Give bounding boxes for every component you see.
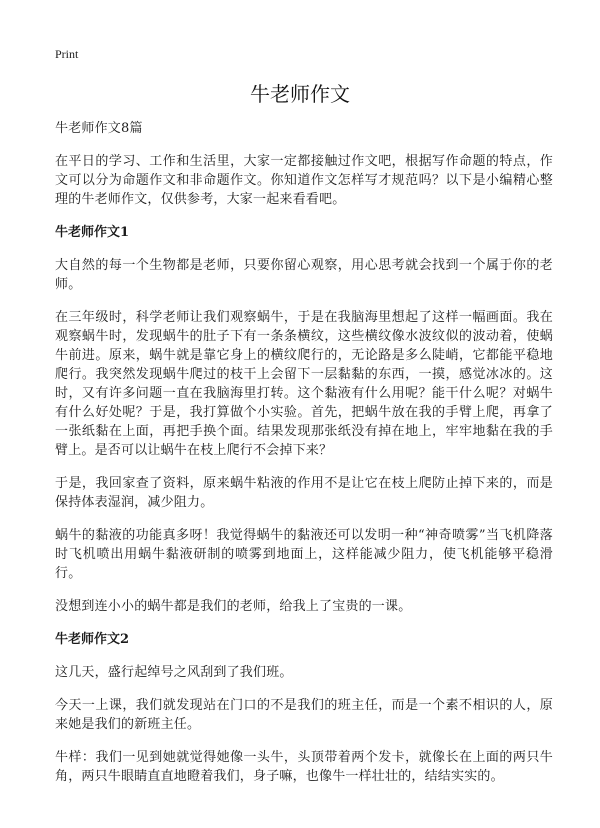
paragraph: 今天一上课，我们就发现站在门口的不是我们的班主任，而是一个素不相识的人，原来她是我们的新班主任。 xyxy=(55,698,553,732)
paragraph: 大自然的每一个生物都是老师，只要你留心观察，用心思考就会找到一个属于你的老师。 xyxy=(55,258,553,292)
paragraph: 没想到连小小的蜗牛都是我们的老师，给我上了宝贵的一课。 xyxy=(55,599,412,614)
print-link[interactable]: Print xyxy=(55,47,79,61)
paragraph: 蜗牛的黏液的功能真多呀！我觉得蜗牛的黏液还可以发明一种“神奇喷雾”当飞机降落时飞机喷出用蜗牛黏液研制的喷雾到地面上，这样能减少阻力，使飞机能够平稳滑行。 xyxy=(55,528,553,581)
section-heading-1: 牛老师作文1 xyxy=(55,225,130,240)
paragraph: 这几天，盛行起绰号之风刮到了我们班。 xyxy=(55,665,293,680)
paragraph: 在三年级时，科学老师让我们观察蜗牛，于是在我脑海里想起了这样一幅画面。我在观察蜗牛时，发现蜗牛的肚子下有一条条横纹，这些横纹像水波纹似的波动着，使蜗牛前进。原来，蜗牛就是靠它身上的横纹爬行的，无论路是多么陡峭，它都能平稳地爬行。我突然发现蜗牛爬过的枝干上会留下一层黏黏的东西，一摸，感觉冰冰的。这时，又有许多问题一直在我脑海里打转。这个黏液有什么用呢？能干什么呢？对蜗牛有什么好处呢？于是，我打算做个小实验。首先，把蜗牛放在我的手臂上爬，再拿了一张纸黏在上面，再把手换个面。结果发现那张纸没有掉在地上，牢牢地黏在我的手臂上。是否可以让蜗牛在枝上爬行不会掉下来？ xyxy=(55,310,553,458)
paragraph: 于是，我回家查了资料，原来蜗牛粘液的作用不是让它在枝上爬防止掉下来的，而是保持体表湿润，减少阻力。 xyxy=(55,476,553,510)
article-subtitle: 牛老师作文8篇 xyxy=(55,121,143,136)
paragraph: 牛样：我们一见到她就觉得她像一头牛，头顶带着两个发卡，就像长在上面的两只牛角，两只牛眼睛直直地瞪着我们，身子嘛，也像牛一样壮壮的，结结实实的。 xyxy=(55,750,553,784)
article-body xyxy=(55,119,553,800)
page-title: 牛老师作文 xyxy=(250,82,350,106)
intro-paragraph: 在平日的学习、工作和生活里，大家一定都接触过作文吧，根据写作命题的特点，作文可以分为命题作文和非命题作文。你知道作文怎样写才规范吗？以下是小编精心整理的牛老师作文，仅供参考，大家一起来看看吧。 xyxy=(55,154,553,207)
section-heading-2: 牛老师作文2 xyxy=(55,632,130,647)
